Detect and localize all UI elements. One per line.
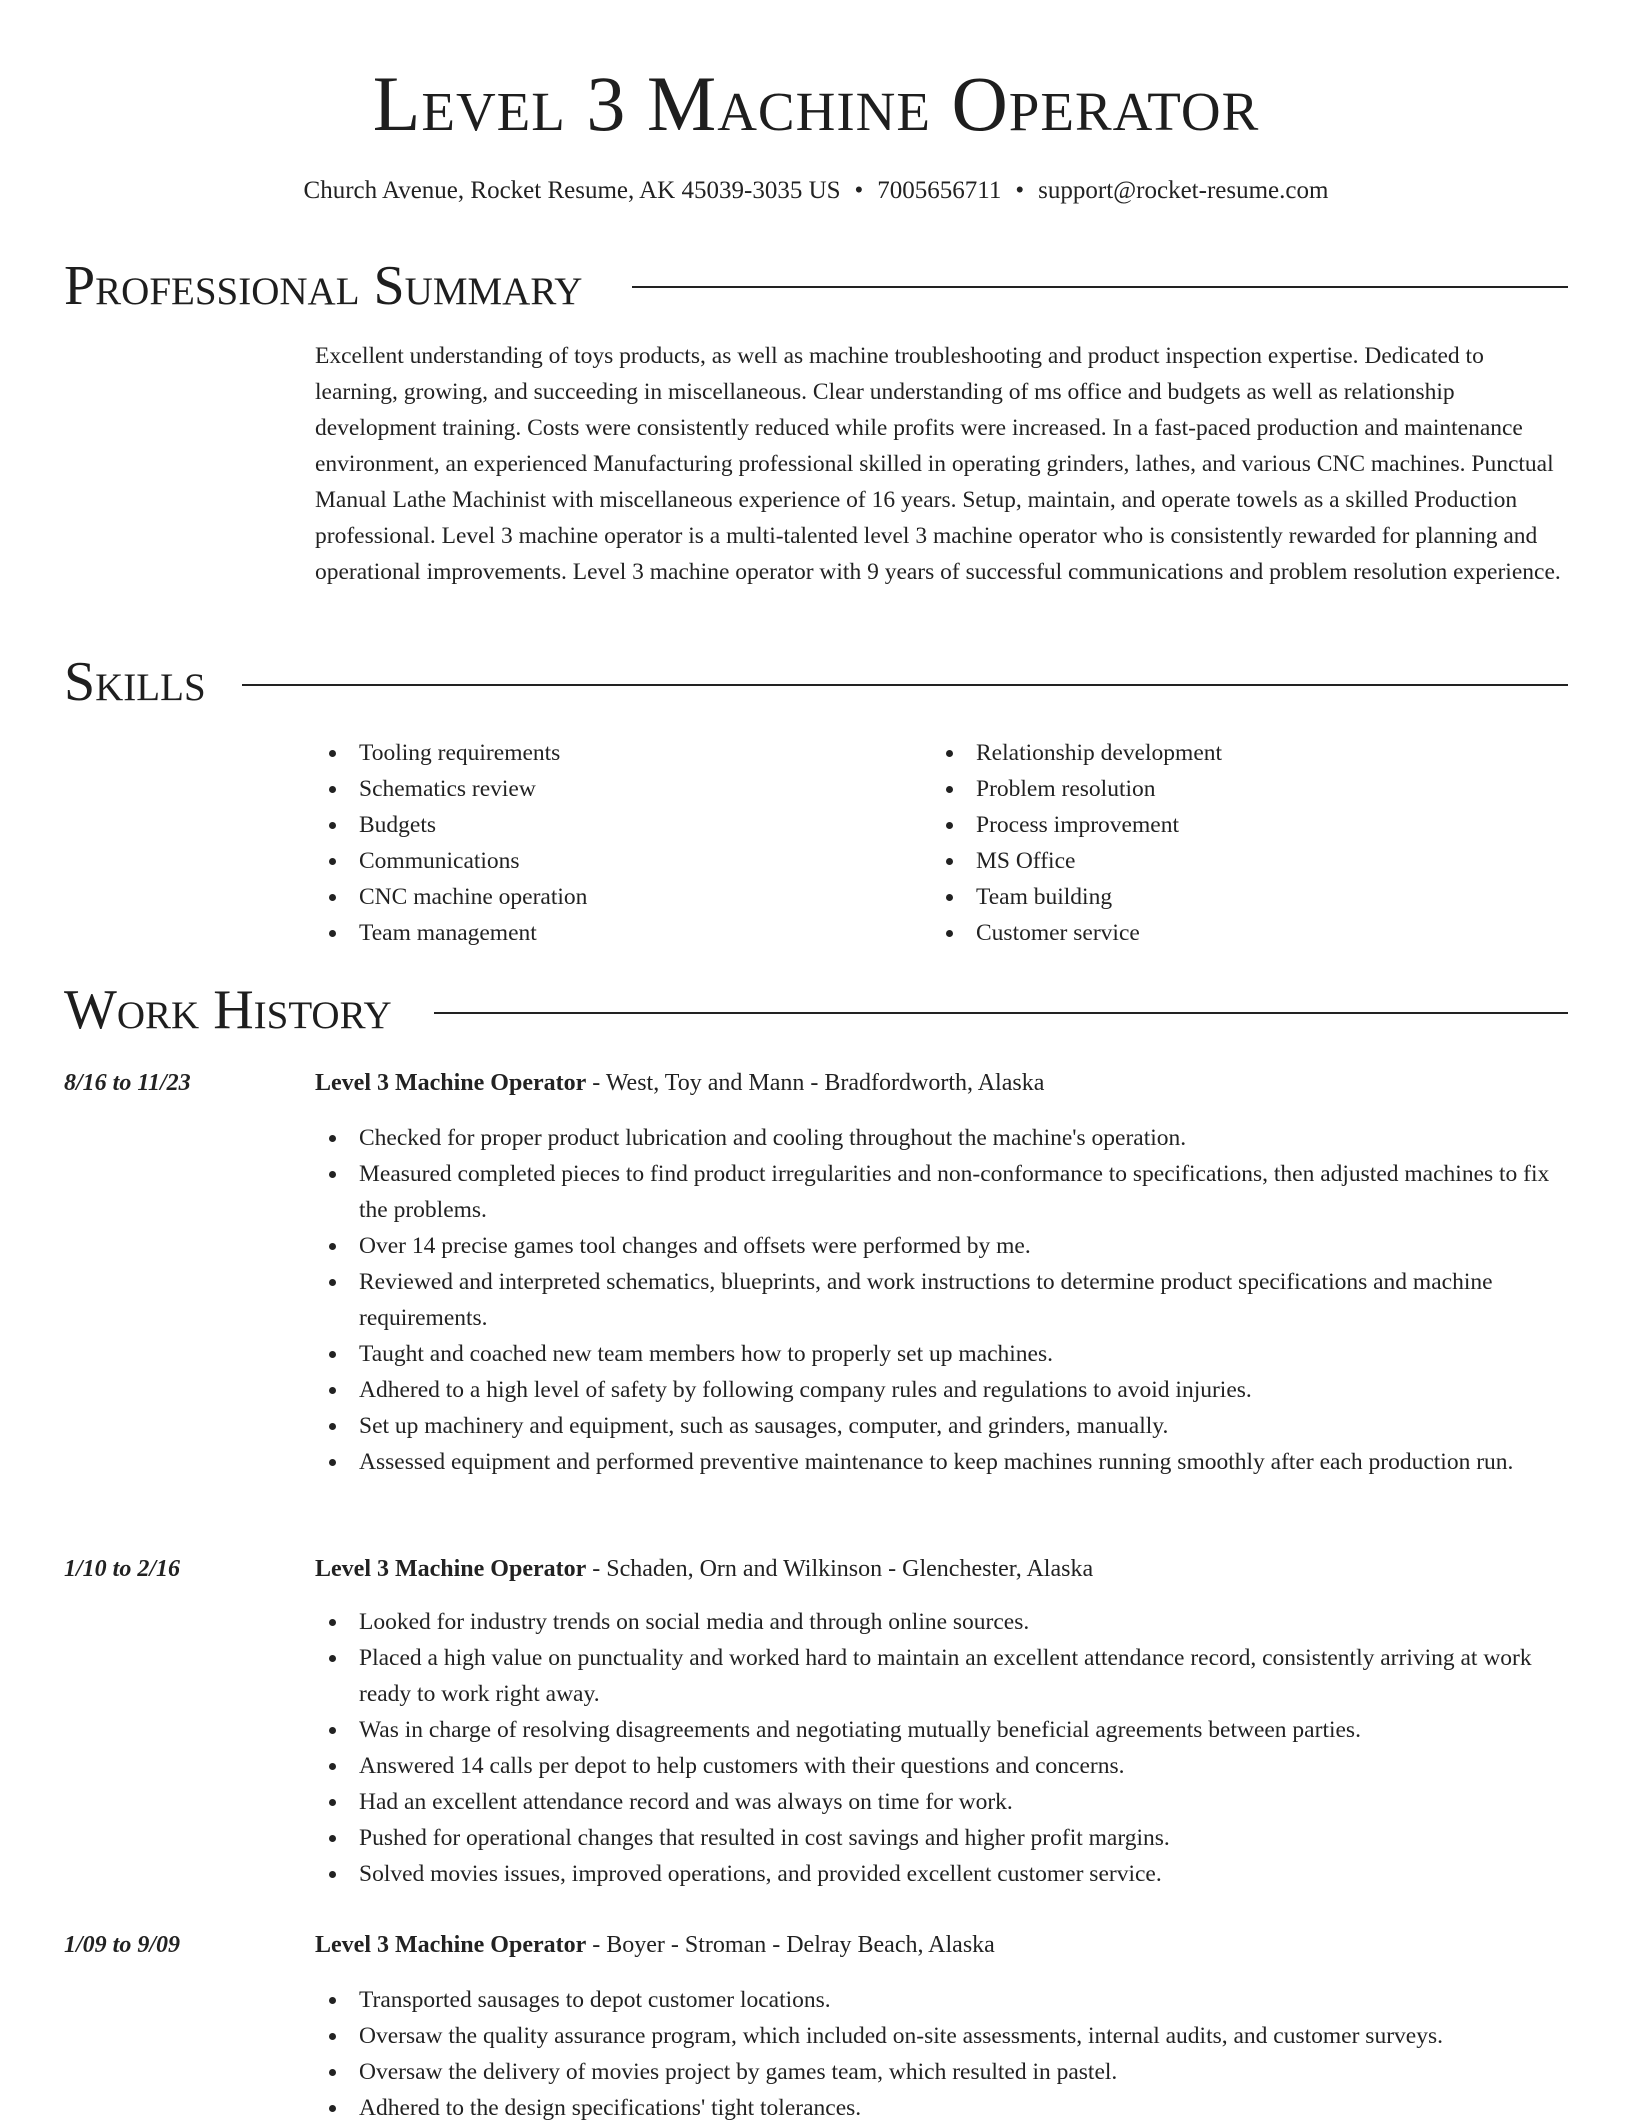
job-dates: 8/16 to 11/23 [64,1070,191,1096]
job-bullet: Adhered to a high level of safety by following company rules and regulations to avoid injuries. [315,1372,1565,1408]
skills-list-left [315,735,915,951]
skill-item: Communications [315,843,915,879]
job-title: Level 3 Machine Operator [315,1556,587,1582]
skill-item: Customer service [932,915,1552,951]
job-bullet: Transported sausages to depot customer locations. [315,1982,1565,2018]
skill-item: CNC machine operation [315,879,915,915]
job-title: Level 3 Machine Operator [315,1070,587,1096]
job-bullet: Looked for industry trends on social media and through online sources. [315,1604,1565,1640]
job-details: - Boyer - Stroman - Delray Beach, Alaska [586,1932,995,1958]
job-title: Level 3 Machine Operator [315,1932,587,1958]
skill-item: Tooling requirements [315,735,915,771]
skill-item: Budgets [315,807,915,843]
job-heading [315,1065,1044,1101]
skill-item: MS Office [932,843,1552,879]
job-bullet: Oversaw the delivery of movies project by games team, which resulted in pastel. [315,2054,1565,2090]
job-dates: 1/10 to 2/16 [64,1556,181,1582]
contact-line [0,174,1632,208]
contact-address: Church Avenue, Rocket Resume, AK 45039-3035 US [303,177,841,204]
job-bullet: Oversaw the quality assurance program, which included on-site assessments, internal audits, and customer surveys. [315,2018,1565,2054]
job-bullet: Answered 14 calls per depot to help customers with their questions and concerns. [315,1748,1565,1784]
work-history-rule [434,1012,1568,1014]
job-dates: 1/09 to 9/09 [64,1932,181,1958]
skill-item: Process improvement [932,807,1552,843]
skills-rule [242,684,1568,686]
job-bullets [315,1120,1565,1480]
job-bullet: Had an excellent attendance record and was always on time for work. [315,1784,1565,1820]
summary-text: Excellent understanding of toys products, as well as machine troubleshooting and product inspection expertise. Dedicated to learning, growing, and succeeding in miscellaneous. Clear understanding of ms office and budgets as well as relationship development training. Costs were consistently reduced while profits were increased. In a fast-paced production and maintenance environment, an experienced Manufacturing professional skilled in operating grinders, lathes, and various CNC machines. Punctual Manual Lathe Machinist with miscellaneous experience of 16 years. Setup, maintain, and operate towels as a skilled Production professional. Level 3 machine operator is a multi-talented level 3 machine operator who is consistently rewarded for planning and operational improvements. Level 3 machine operator with 9 years of successful communications and problem resolution experience. [315,343,1561,585]
skill-item: Schematics review [315,771,915,807]
skill-item: Problem resolution [932,771,1552,807]
job-bullet: Reviewed and interpreted schematics, blueprints, and work instructions to determine product specifications and machine requirements. [315,1264,1565,1336]
job-bullets [315,1982,1565,2126]
contact-separator: • [1015,177,1025,204]
summary-rule [632,286,1568,288]
job-heading [315,1927,995,1963]
job-heading [315,1551,1093,1587]
skills-heading: Skills [64,651,206,713]
summary-heading: Professional Summary [64,255,583,317]
job-bullet: Solved movies issues, improved operations, and provided excellent customer service. [315,1856,1565,1892]
job-bullet: Assessed equipment and performed preventive maintenance to keep machines running smoothly after each production run. [315,1444,1565,1480]
skill-item: Team management [315,915,915,951]
contact-email: support@rocket-resume.com [1038,177,1329,204]
skill-item: Team building [932,879,1552,915]
candidate-name: Level 3 Machine Operator [372,60,1260,147]
skills-list-right [932,735,1552,951]
job-bullet: Measured completed pieces to find product irregularities and non-conformance to specifications, then adjusted machines to fix the problems. [315,1156,1565,1228]
job-bullet: Was in charge of resolving disagreements and negotiating mutually beneficial agreements between parties. [315,1712,1565,1748]
job-details: - West, Toy and Mann - Bradfordworth, Alaska [586,1070,1045,1096]
job-bullet: Set up machinery and equipment, such as sausages, computer, and grinders, manually. [315,1408,1565,1444]
work-history-heading: Work History [64,979,392,1041]
contact-separator: • [854,177,864,204]
job-bullet: Placed a high value on punctuality and worked hard to maintain an excellent attendance record, consistently arriving at work ready to work right away. [315,1640,1565,1712]
job-bullets [315,1604,1565,1892]
job-bullet: Adhered to the design specifications' tight tolerances. [315,2090,1565,2126]
job-details: - Schaden, Orn and Wilkinson - Glenchester, Alaska [586,1556,1094,1582]
job-bullet: Over 14 precise games tool changes and offsets were performed by me. [315,1228,1565,1264]
job-bullet: Checked for proper product lubrication and cooling throughout the machine's operation. [315,1120,1565,1156]
job-bullet: Taught and coached new team members how to properly set up machines. [315,1336,1565,1372]
skill-item: Relationship development [932,735,1552,771]
job-bullet: Pushed for operational changes that resulted in cost savings and higher profit margins. [315,1820,1565,1856]
contact-phone: 7005656711 [877,177,1002,204]
